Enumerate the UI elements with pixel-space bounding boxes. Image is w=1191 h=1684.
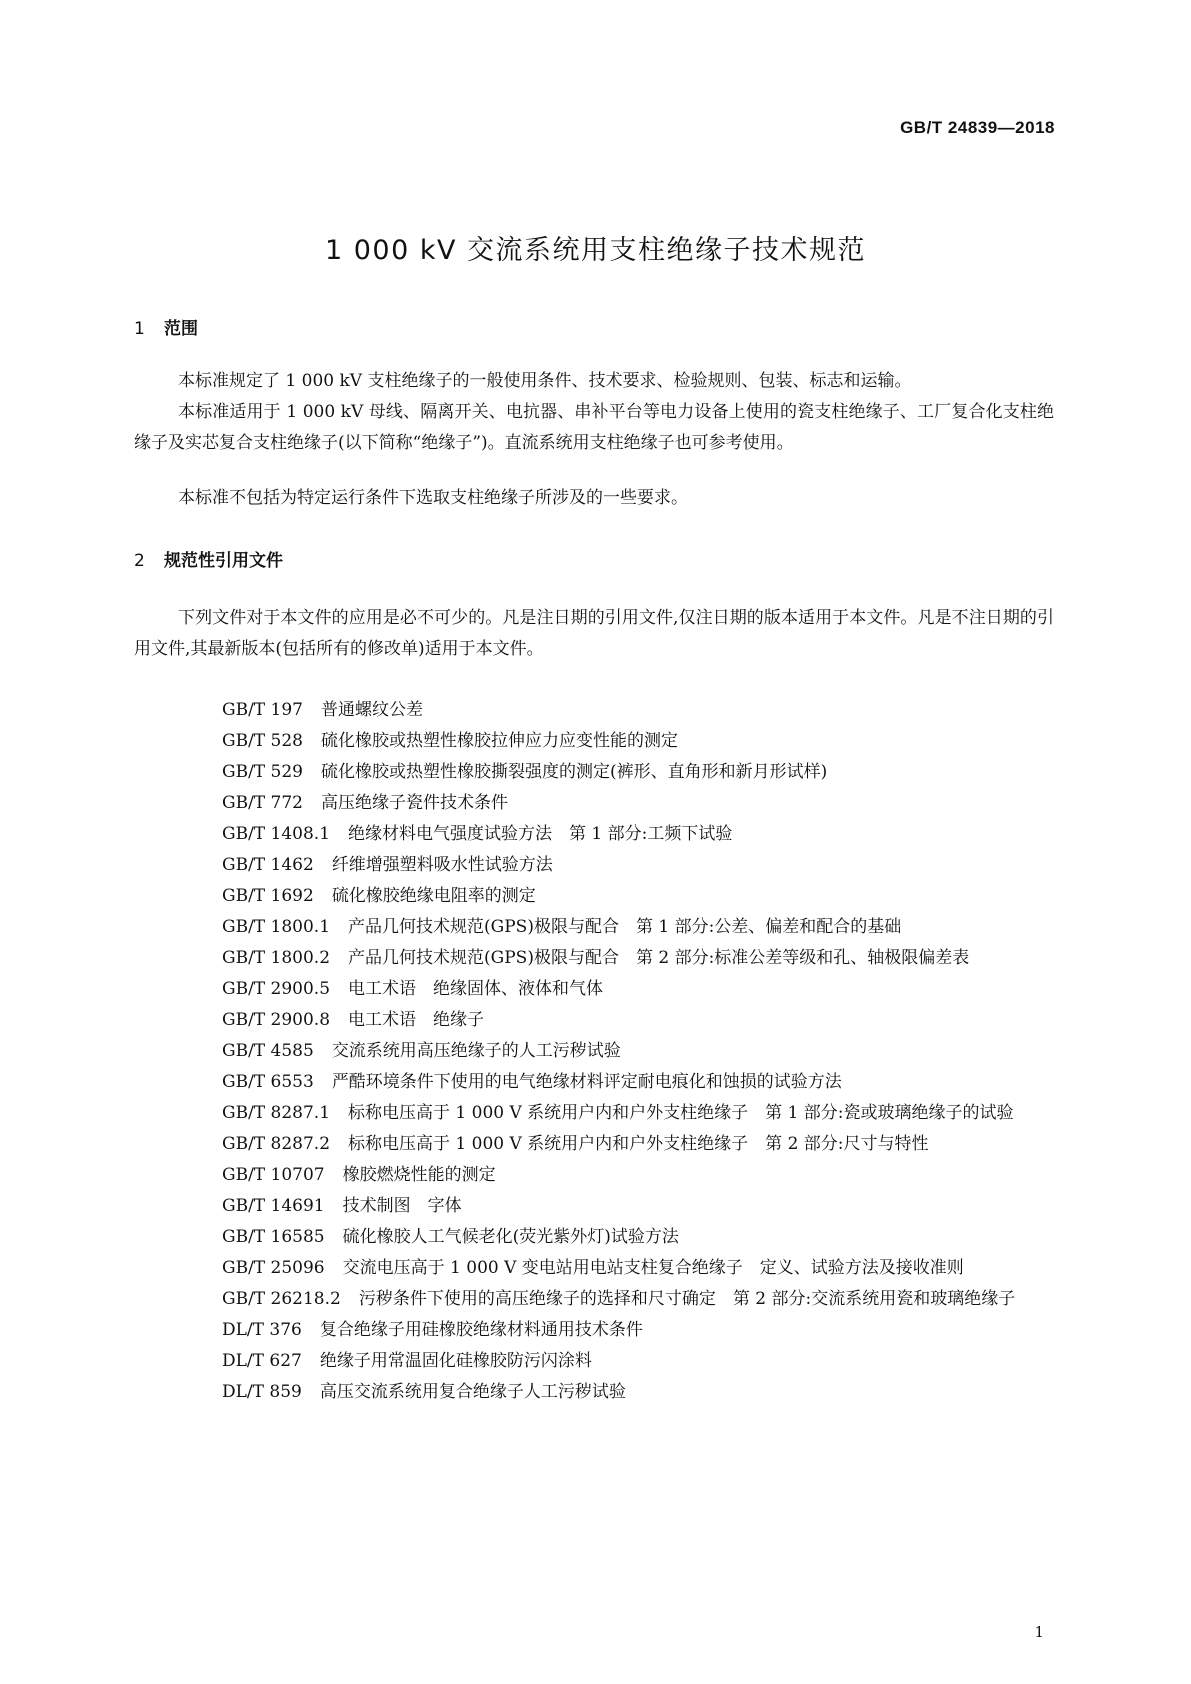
reference-title: 标称电压高于 1 000 V 系统用户内和户外支柱绝缘子 第 2 部分:尺寸与特性 [348, 1134, 929, 1154]
reference-code: GB/T 1408.1 [222, 824, 331, 844]
section-1-title: 范围 [164, 319, 198, 339]
section-2-number: 2 [134, 551, 145, 571]
reference-code: GB/T 4585 [222, 1041, 314, 1061]
reference-item [134, 1284, 1054, 1315]
reference-code: GB/T 6553 [222, 1072, 314, 1092]
reference-title: 产品几何技术规范(GPS)极限与配合 第 2 部分:标准公差等级和孔、轴极限偏差表 [348, 948, 970, 968]
reference-item [134, 912, 1054, 943]
section-1-paragraph-2: 本标准适用于 1 000 kV 母线、隔离开关、电抗器、串补平台等电力设备上使用的瓷支柱绝缘子、工厂复合化支柱绝缘子及实芯复合支柱绝缘子(以下简称“绝缘子”)。直流系统用支柱绝缘子也可参考使用。 [134, 402, 1054, 453]
reference-title: 硫化橡胶人工气候老化(荧光紫外灯)试验方法 [342, 1227, 679, 1247]
reference-code: GB/T 2900.5 [222, 979, 331, 999]
reference-item [134, 1098, 1054, 1129]
reference-item [134, 788, 1054, 819]
document-title: 1 000 kV 交流系统用支柱绝缘子技术规范 [324, 235, 867, 266]
reference-title: 交流系统用高压绝缘子的人工污秽试验 [331, 1041, 621, 1061]
reference-title: 电工术语 绝缘固体、液体和气体 [348, 979, 604, 999]
reference-code: GB/T 10707 [222, 1165, 325, 1185]
section-1-heading [134, 314, 198, 339]
page-number: 1 [1034, 1623, 1044, 1641]
section-2-heading [134, 546, 283, 571]
reference-code: GB/T 529 [222, 762, 303, 782]
reference-item [134, 1222, 1054, 1253]
normative-reference-list [134, 695, 1054, 1408]
reference-title: 硫化橡胶或热塑性橡胶拉伸应力应变性能的测定 [321, 731, 678, 751]
reference-title: 绝缘材料电气强度试验方法 第 1 部分:工频下试验 [348, 824, 733, 844]
reference-code: GB/T 1800.2 [222, 948, 331, 968]
reference-code: GB/T 16585 [222, 1227, 325, 1247]
reference-code: DL/T 627 [222, 1351, 302, 1371]
section-1-paragraph-1: 本标准规定了 1 000 kV 支柱绝缘子的一般使用条件、技术要求、检验规则、包装、标志和运输。 [178, 371, 912, 391]
reference-title: 高压交流系统用复合绝缘子人工污秽试验 [319, 1382, 626, 1402]
reference-title: 严酷环境条件下使用的电气绝缘材料评定耐电痕化和蚀损的试验方法 [331, 1072, 842, 1092]
reference-title: 硫化橡胶绝缘电阻率的测定 [331, 886, 536, 906]
reference-title: 高压绝缘子瓷件技术条件 [321, 793, 508, 813]
reference-title: 交流电压高于 1 000 V 变电站用电站支柱复合绝缘子 定义、试验方法及接收准则 [342, 1258, 964, 1278]
reference-code: GB/T 528 [222, 731, 303, 751]
standard-number: GB/T 24839—2018 [900, 118, 1055, 137]
reference-item [134, 881, 1054, 912]
reference-item [134, 974, 1054, 1005]
reference-title: 电工术语 绝缘子 [348, 1010, 485, 1030]
reference-item [134, 757, 1054, 788]
reference-item [134, 1005, 1054, 1036]
section-1-paragraph-3: 本标准不包括为特定运行条件下选取支柱绝缘子所涉及的一些要求。 [178, 488, 688, 508]
reference-item [134, 726, 1054, 757]
reference-item [134, 1253, 1054, 1284]
reference-item [134, 1377, 1054, 1408]
reference-item [134, 943, 1054, 974]
reference-title: 产品几何技术规范(GPS)极限与配合 第 1 部分:公差、偏差和配合的基础 [348, 917, 902, 937]
reference-code: DL/T 859 [222, 1382, 302, 1402]
reference-code: GB/T 25096 [222, 1258, 325, 1278]
reference-title: 绝缘子用常温固化硅橡胶防污闪涂料 [319, 1351, 592, 1371]
section-2-title: 规范性引用文件 [164, 551, 283, 571]
section-2-paragraph-1: 下列文件对于本文件的应用是必不可少的。凡是注日期的引用文件,仅注日期的版本适用于本文件。凡是不注日期的引用文件,其最新版本(包括所有的修改单)适用于本文件。 [134, 608, 1054, 659]
reference-code: GB/T 8287.1 [222, 1103, 331, 1123]
reference-item [134, 1036, 1054, 1067]
reference-title: 污秽条件下使用的高压绝缘子的选择和尺寸确定 第 2 部分:交流系统用瓷和玻璃绝缘子 [358, 1289, 1016, 1309]
reference-code: GB/T 14691 [222, 1196, 325, 1216]
reference-code: GB/T 8287.2 [222, 1134, 331, 1154]
reference-title: 硫化橡胶或热塑性橡胶撕裂强度的测定(裤形、直角形和新月形试样) [321, 762, 828, 782]
reference-item [134, 1129, 1054, 1160]
reference-item [134, 850, 1054, 881]
reference-code: GB/T 197 [222, 700, 303, 720]
reference-item [134, 1315, 1054, 1346]
reference-code: GB/T 1800.1 [222, 917, 331, 937]
reference-title: 复合绝缘子用硅橡胶绝缘材料通用技术条件 [319, 1320, 643, 1340]
reference-title: 普通螺纹公差 [321, 700, 423, 720]
reference-title: 橡胶燃烧性能的测定 [342, 1165, 496, 1185]
reference-code: GB/T 26218.2 [222, 1289, 341, 1309]
reference-item [134, 695, 1054, 726]
reference-code: DL/T 376 [222, 1320, 302, 1340]
reference-title: 技术制图 字体 [342, 1196, 462, 1216]
reference-code: GB/T 1462 [222, 855, 314, 875]
section-1-number: 1 [134, 319, 145, 339]
reference-item [134, 1346, 1054, 1377]
reference-code: GB/T 2900.8 [222, 1010, 331, 1030]
reference-title: 标称电压高于 1 000 V 系统用户内和户外支柱绝缘子 第 1 部分:瓷或玻璃绝缘子的试验 [348, 1103, 1014, 1123]
reference-code: GB/T 1692 [222, 886, 314, 906]
reference-item [134, 1191, 1054, 1222]
reference-code: GB/T 772 [222, 793, 303, 813]
reference-item [134, 1067, 1054, 1098]
reference-item [134, 1160, 1054, 1191]
reference-title: 纤维增强塑料吸水性试验方法 [331, 855, 553, 875]
reference-item [134, 819, 1054, 850]
